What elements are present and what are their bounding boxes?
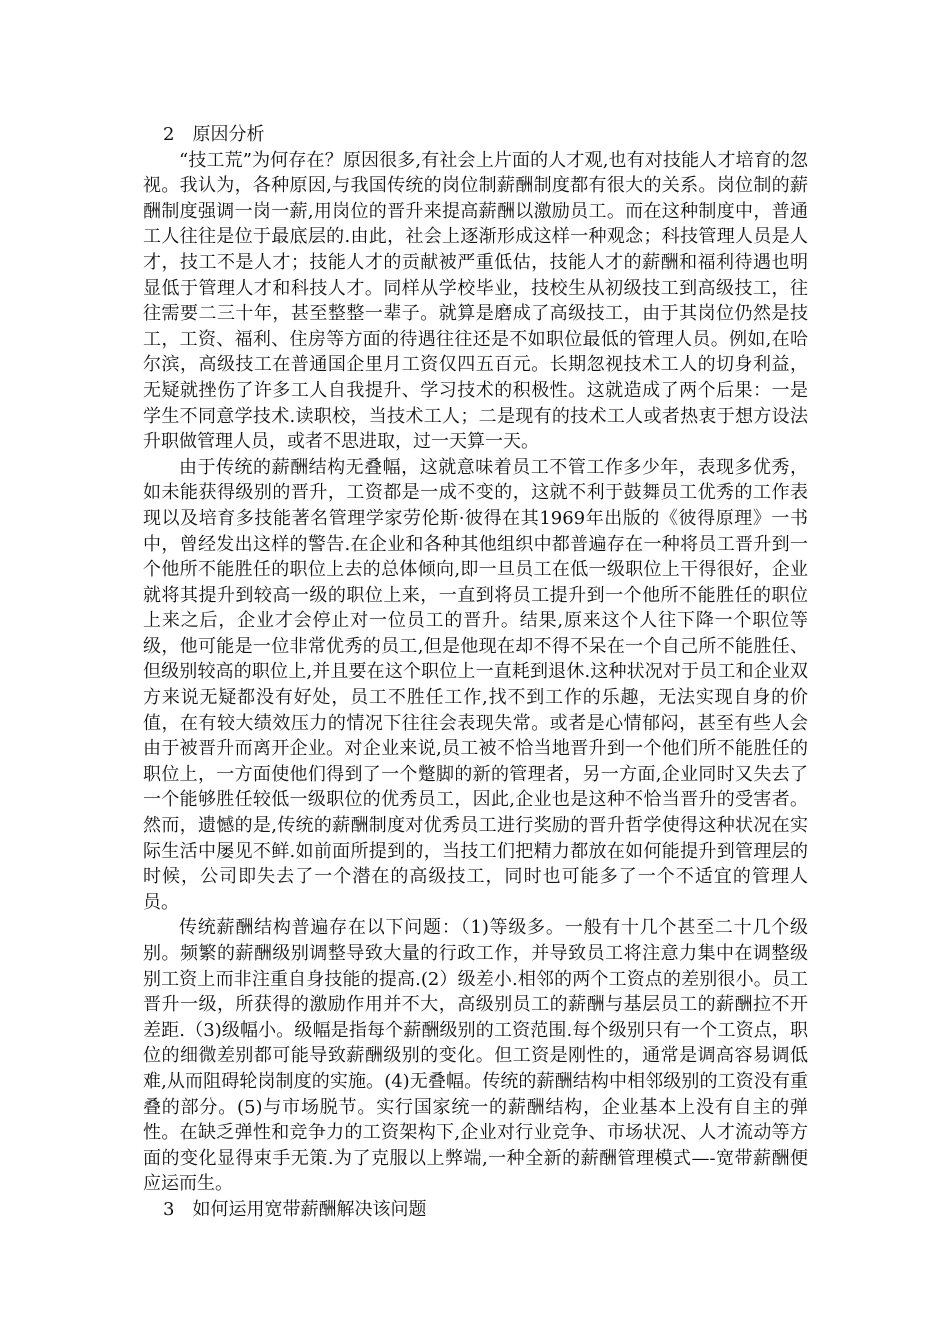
document-body [143, 122, 808, 1223]
paragraph-3: 传统薪酬结构普遍存在以下问题：（1)等级多。一般有十几个甚至二十几个级别。频繁的薪酬级别调整导致大量的行政工作，并导致员工将注意力集中在调整级别工资上而非注重自身技能的提高.(2）级差小.相邻的两个工资点的差别很小。员工晋升一级，所获得的激励作用并不大，高级别员工的薪酬与基层员工的薪酬拉不开差距.（3)级幅小。级幅是指每个薪酬级别的工资范围.每个级别只有一个工资点，职位的细微差别都可能导致薪酬级别的变化。但工资是刚性的，通常是调高容易调低难,从而阻碍轮岗制度的实施。(4)无叠幅。传统的薪酬结构中相邻级别的工资没有重叠的部分。(5)与市场脱节。实行国家统一的薪酬结构，企业基本上没有自主的弹性。在缺乏弹性和竞争力的工资架构下,企业对行业竞争、市场状况、人才流动等方面的变化显得束手无策.为了克服以上弊端,一种全新的薪酬管理模式—-宽带薪酬便应运而生。 [143, 917, 808, 1195]
paragraph-2: 由于传统的薪酬结构无叠幅，这就意味着员工不管工作多少年，表现多优秀，如未能获得级别的晋升，工资都是一成不变的，这就不利于鼓舞员工优秀的工作表现以及培育多技能著名管理学家劳伦斯·彼得在其1969年出版的《彼得原理》一书中，曾经发出这样的警告.在企业和各种其他组织中都普遍存在一种将员工晋升到一个他所不能胜任的职位上去的总体倾向,即一旦员工在低一级职位上干得很好，企业就将其提升到较高一级的职位上来，一直到将员工提升到一个他所不能胜任的职位上来之后，企业才会停止对一位员工的晋升。结果,原来这个人往下降一个职位等级，他可能是一位非常优秀的员工,但是他现在却不得不呆在一个自己所不能胜任、但级别较高的职位上,并且要在这个职位上一直耗到退休.这种状况对于员工和企业双方来说无疑都没有好处，员工不胜任工作,找不到工作的乐趣，无法实现自身的价值，在有较大绩效压力的情况下往往会表现失常。或者是心情郁闷，甚至有些人会由于被晋升而离开企业。对企业来说,员工被不恰当地晋升到一个他们所不能胜任的职位上，一方面使他们得到了一个蹩脚的新的管理者，另一方面,企业同时又失去了一个能够胜任较低一级职位的优秀员工，因此,企业也是这种不恰当晋升的受害者。然而，遗憾的是,传统的薪酬制度对优秀员工进行奖励的晋升哲学使得这种状况在实际生活中屡见不鲜.如前面所提到的，当技工们把精力都放在如何能提升到管理层的时候，公司即失去了一个潜在的高级技工，同时也可能多了一个不适宜的管理人员。 [143, 456, 808, 913]
section-3-heading: 3 如何运用宽带薪酬解决该问题 [163, 1198, 427, 1220]
section-2-heading: 2 原因分析 [163, 124, 265, 145]
paragraph-1: “技工荒”为何存在？原因很多,有社会上片面的人才观,也有对技能人才培育的忽视。我认为，各种原因,与我国传统的岗位制薪酬制度都有很大的关系。岗位制的薪酬制度强调一岗一薪,用岗位的晋升来提高薪酬以激励员工。而在这种制度中，普通工人往往是位于最底层的.由此，社会上逐渐形成这样一种观念；科技管理人员是人才，技工不是人才；技能人才的贡献被严重低估，技能人才的薪酬和福利待遇也明显低于管理人才和科技人才。同样从学校毕业，技校生从初级技工到高级技工，往往需要二三十年，甚至整整一辈子。就算是磨成了高级技工，由于其岗位仍然是技工，工资、福利、住房等方面的待遇往往还是不如职位最低的管理人员。例如,在哈尔滨，高级技工在普通国企里月工资仅四五百元。长期忽视技术工人的切身利益，无疑就挫伤了许多工人自我提升、学习技术的积极性。这就造成了两个后果：一是学生不同意学技术.读职校，当技术工人；二是现有的技术工人或者热衷于想方设法升职做管理人员，或者不思进取，过一天算一天。 [143, 149, 808, 453]
